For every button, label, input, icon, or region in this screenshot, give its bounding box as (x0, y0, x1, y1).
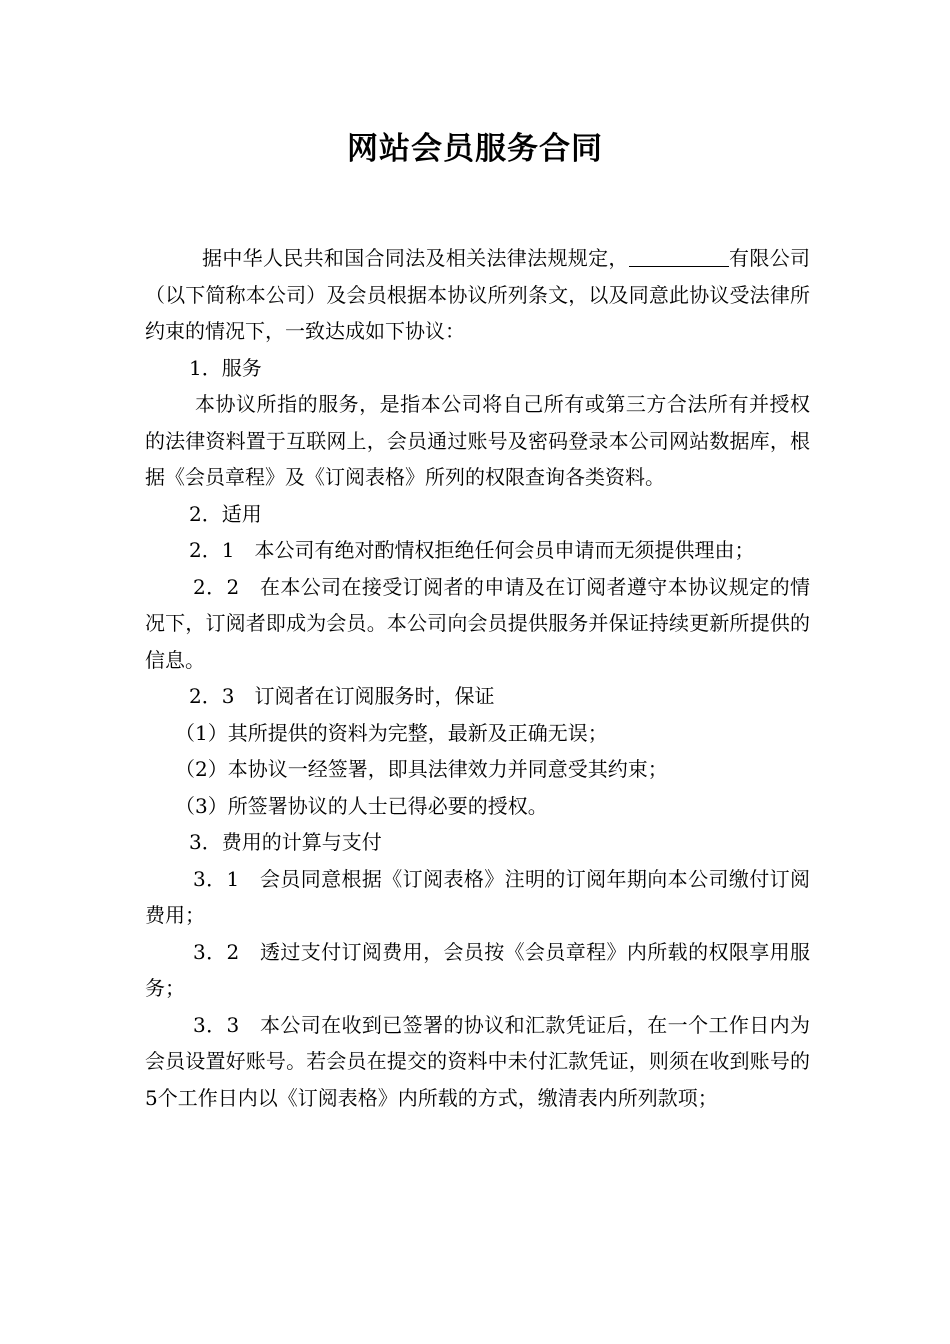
intro-text-start: 据中华人民共和国合同法及相关法律法规规定， (202, 246, 629, 270)
document-body (145, 240, 810, 1116)
clause-3-3: 3．3 本公司在收到已签署的协议和汇款凭证后，在一个工作日内为会员设置好账号。若会员在提交的资料中未付汇款凭证，则须在收到账号的5个工作日内以《订阅表格》内所载的方式，缴清表内所列款项； (145, 1012, 810, 1110)
service-paragraph: 本协议所指的服务，是指本公司将自己所有或第三方合法所有并授权的法律资料置于互联网上，会员通过账号及密码登录本公司网站数据库，根据《会员章程》及《订阅表格》所列的权限查询各类资料。 (145, 392, 810, 489)
section-heading-applicability: 2．适用 (189, 501, 262, 526)
clause-2-3: 2．3 订阅者在订阅服务时，保证 (189, 684, 495, 708)
clause-2-1: 2．1 本公司有绝对酌情权拒绝任何会员申请而无须提供理由； (189, 538, 755, 562)
list-item-2: （2）本协议一经签署，即具法律效力并同意受其约束； (175, 757, 668, 781)
clause-2-2: 2．2 在本公司在接受订阅者的申请及在订阅者遵守本协议规定的情况下，订阅者即成为会员。本公司向会员提供服务并保证持续更新所提供的信息。 (145, 574, 810, 672)
clause-3-2: 3．2 透过支付订阅费用，会员按《会员章程》内所载的权限享用服务； (145, 939, 810, 1000)
list-item-1: （1）其所提供的资料为完整，最新及正确无误； (175, 720, 608, 745)
section-heading-service: 1．服务 (189, 355, 262, 380)
section-heading-fees: 3．费用的计算与支付 (189, 830, 382, 854)
list-item-3: （3）所签署协议的人士已得必要的授权。 (175, 793, 548, 818)
intro-text-end: 有限公司（以下简称本公司）及会员根据本协议所列条文，以及同意此协议受法律所约束的情况下，一致达成如下协议： (145, 246, 811, 343)
clause-3-1: 3．1 会员同意根据《订阅表格》注明的订阅年期向本公司缴付订阅费用； (145, 866, 810, 927)
intro-paragraph (145, 240, 810, 350)
document-title: 网站会员服务合同 (347, 131, 603, 167)
company-name-blank (629, 246, 729, 267)
